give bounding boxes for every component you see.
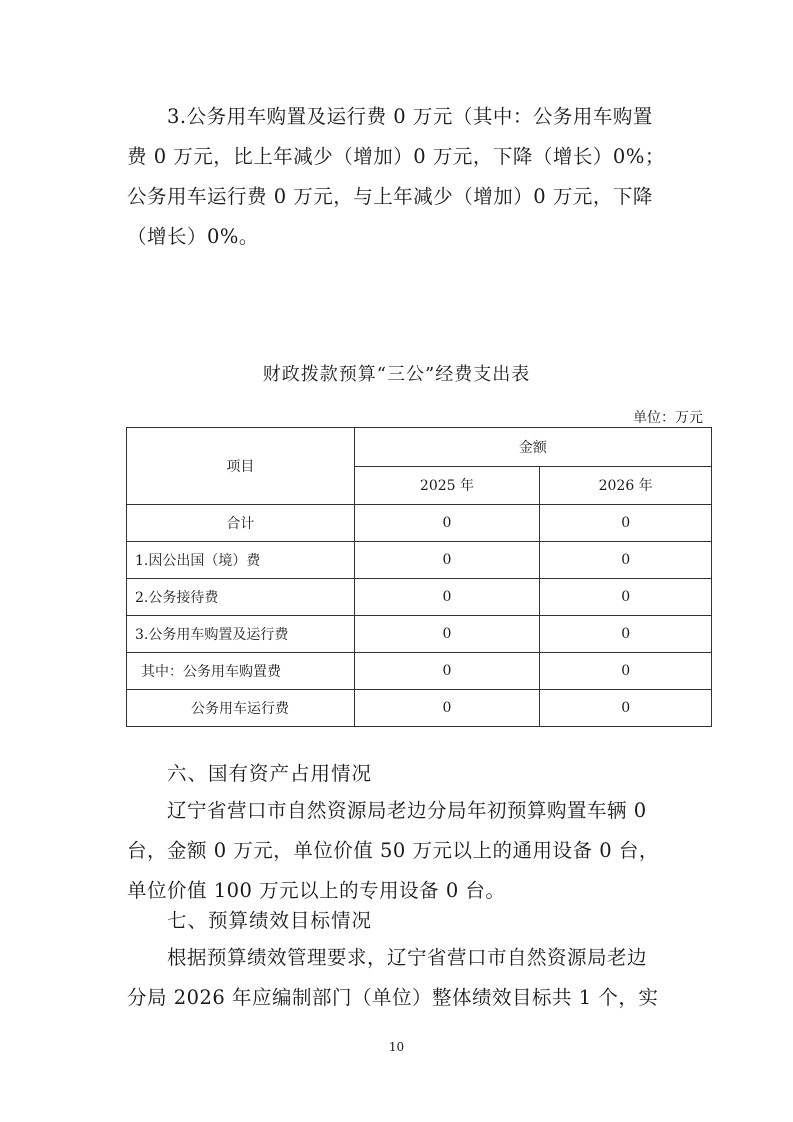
cell-value: 0: [354, 616, 540, 653]
table-row: [127, 542, 712, 579]
section-heading-performance: 七、预算绩效目标情况: [167, 909, 373, 932]
cell-value: 0: [540, 542, 712, 579]
row-label: 其中：公务用车购置费: [127, 653, 355, 690]
cell-value: 0: [540, 653, 712, 690]
section-heading-assets: 六、国有资产占用情况: [167, 762, 373, 785]
text-line: 辽宁省营口市自然资源局老边分局年初预算购置车辆 0: [167, 799, 647, 822]
row-label: 3.公务用车购置及运行费: [127, 616, 355, 653]
paragraph-performance: [127, 938, 682, 1018]
row-label: 1.因公出国（境）费: [127, 542, 355, 579]
cell-value: 0: [540, 690, 712, 727]
paragraph-assets: [127, 791, 682, 911]
table-row: [127, 690, 712, 727]
text-line: 费 0 万元，比上年减少（增加）0 万元，下降（增长）0%；: [127, 145, 665, 168]
cell-value: 0: [540, 579, 712, 616]
cell-value: 0: [540, 505, 712, 542]
header-year-2026: 2026 年: [540, 466, 712, 505]
table-unit: 单位：万元: [633, 410, 703, 426]
header-year-2025: 2025 年: [354, 466, 540, 505]
text-line: 台，金额 0 万元，单位价值 50 万元以上的通用设备 0 台，: [127, 839, 659, 862]
table-row: [127, 579, 712, 616]
page-number: 10: [388, 1040, 405, 1054]
cell-value: 0: [540, 616, 712, 653]
cell-value: 0: [354, 542, 540, 579]
header-amount: 金额: [354, 428, 711, 467]
text-line: （增长）0%。: [127, 225, 259, 248]
paragraph-vehicle-costs: [127, 97, 682, 257]
table-title: 财政拨款预算“三公”经费支出表: [262, 364, 531, 385]
table-header-row: [127, 428, 712, 467]
table-row: [127, 653, 712, 690]
row-label: 2.公务接待费: [127, 579, 355, 616]
text-line: 公务用车运行费 0 万元，与上年减少（增加）0 万元，下降: [127, 185, 653, 208]
text-line: 单位价值 100 万元以上的专用设备 0 台。: [127, 879, 506, 902]
table-row: [127, 616, 712, 653]
text-line: 分局 2026 年应编制部门（单位）整体绩效目标共 1 个，实: [127, 986, 659, 1009]
row-label: 公务用车运行费: [127, 690, 355, 727]
cell-value: 0: [354, 505, 540, 542]
row-label: 合计: [127, 505, 355, 542]
cell-value: 0: [354, 690, 540, 727]
table-row: [127, 505, 712, 542]
cell-value: 0: [354, 579, 540, 616]
three-public-expenses-table: [126, 427, 712, 727]
text-line: 根据预算绩效管理要求，辽宁省营口市自然资源局老边: [167, 946, 648, 969]
header-item: 项目: [127, 428, 355, 505]
text-line: 3.公务用车购置及运行费 0 万元（其中：公务用车购置: [167, 105, 653, 128]
cell-value: 0: [354, 653, 540, 690]
